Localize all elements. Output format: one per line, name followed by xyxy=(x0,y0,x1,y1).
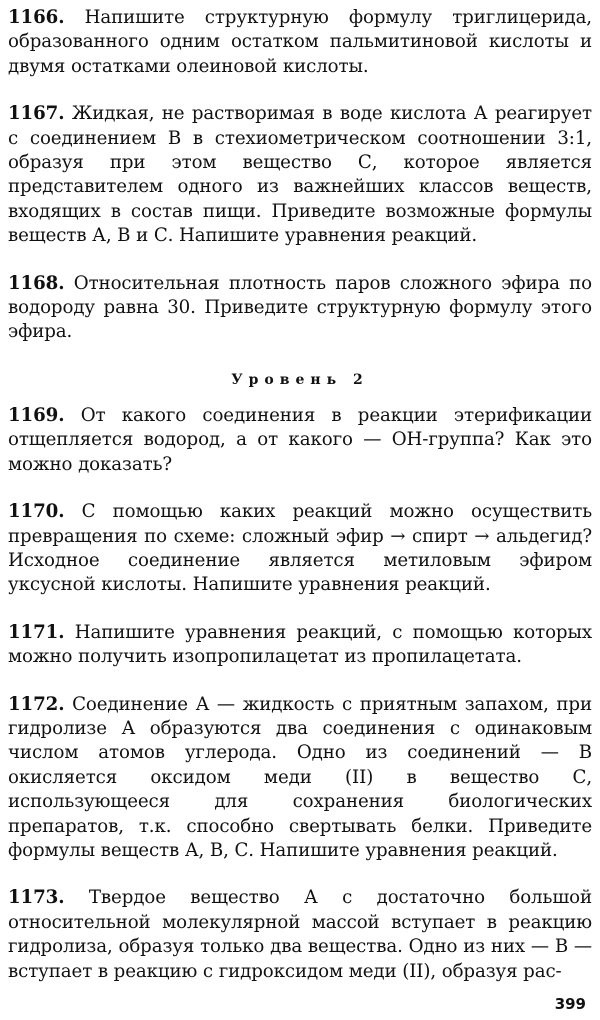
problem-text: От какого соединения в реакции этерификации отщепляется водород, а от какого — ОН-группа? Как это можно доказать? xyxy=(8,404,592,475)
problem-text: Относительная плотность паров сложного эфира по водороду равна 30. Приведите структурную формулу этого эфира. xyxy=(8,272,593,343)
problem-1168 xyxy=(8,272,592,345)
problem-number: 1169. xyxy=(8,404,65,426)
problem-1173 xyxy=(8,886,592,984)
problem-number: 1168. xyxy=(8,272,65,294)
problem-text: Напишите уравнения реакций, с помощью которых можно получить изопропилацетат из пропилацетата. xyxy=(8,621,592,668)
problem-text: Жидкая, не растворимая в воде кислота А реагирует с соединением В в стехиометрическом соотношении 3:1, образуя при этом вещество С, которое является представителем одного из важнейших классов веществ, входящих в состав пищи. Приведите возможные формулы веществ А, В и С. Напишите уравнения реакций. xyxy=(8,103,592,247)
problem-number: 1167. xyxy=(8,103,65,125)
problem-1172 xyxy=(8,693,592,864)
problem-1166 xyxy=(8,6,592,79)
problem-text: С помощью каких реакций можно осуществить превращения по схеме: сложный эфир → спирт → альдегид? Исходное соединение является метиловым эфиром уксусной кислоты. Напишите уравнения реакций. xyxy=(8,501,592,596)
problem-number: 1170. xyxy=(8,501,65,523)
problem-text: Напишите структурную формулу триглицерида, образованного одним остатком пальмитиновой кислоты и двумя остатками олеиновой кислоты. xyxy=(8,7,592,77)
problem-text: Твердое вещество А с достаточно большой относительной молекулярной массой вступает в реакцию гидролиза, образуя только два вещества. Одно из них — В — вступает в реакцию с гидроксидом меди (II), образуя рас- xyxy=(8,887,592,982)
problem-1169 xyxy=(8,404,592,477)
problem-number: 1171. xyxy=(8,621,65,643)
problem-1171 xyxy=(8,621,592,670)
page-number: 399 xyxy=(554,995,586,1013)
problem-text: Соединение А — жидкость с приятным запахом, при гидролизе А образуются два соединения с одинаковым числом атомов углерода. Одно из соединений — В окисляется оксидом меди (II) в вещество С, использующееся для сохранения биологических препаратов, т.к. способно свертывать белки. Приведите формулы веществ А, В, С. Напишите уравнения реакций. xyxy=(8,693,592,861)
problem-1167 xyxy=(8,102,592,248)
problem-1170 xyxy=(8,500,592,598)
level-heading: Уровень 2 xyxy=(231,371,369,388)
textbook-page xyxy=(8,6,592,1007)
problem-number: 1173. xyxy=(8,887,65,909)
problem-number: 1166. xyxy=(8,7,65,28)
problem-number: 1172. xyxy=(8,693,65,715)
